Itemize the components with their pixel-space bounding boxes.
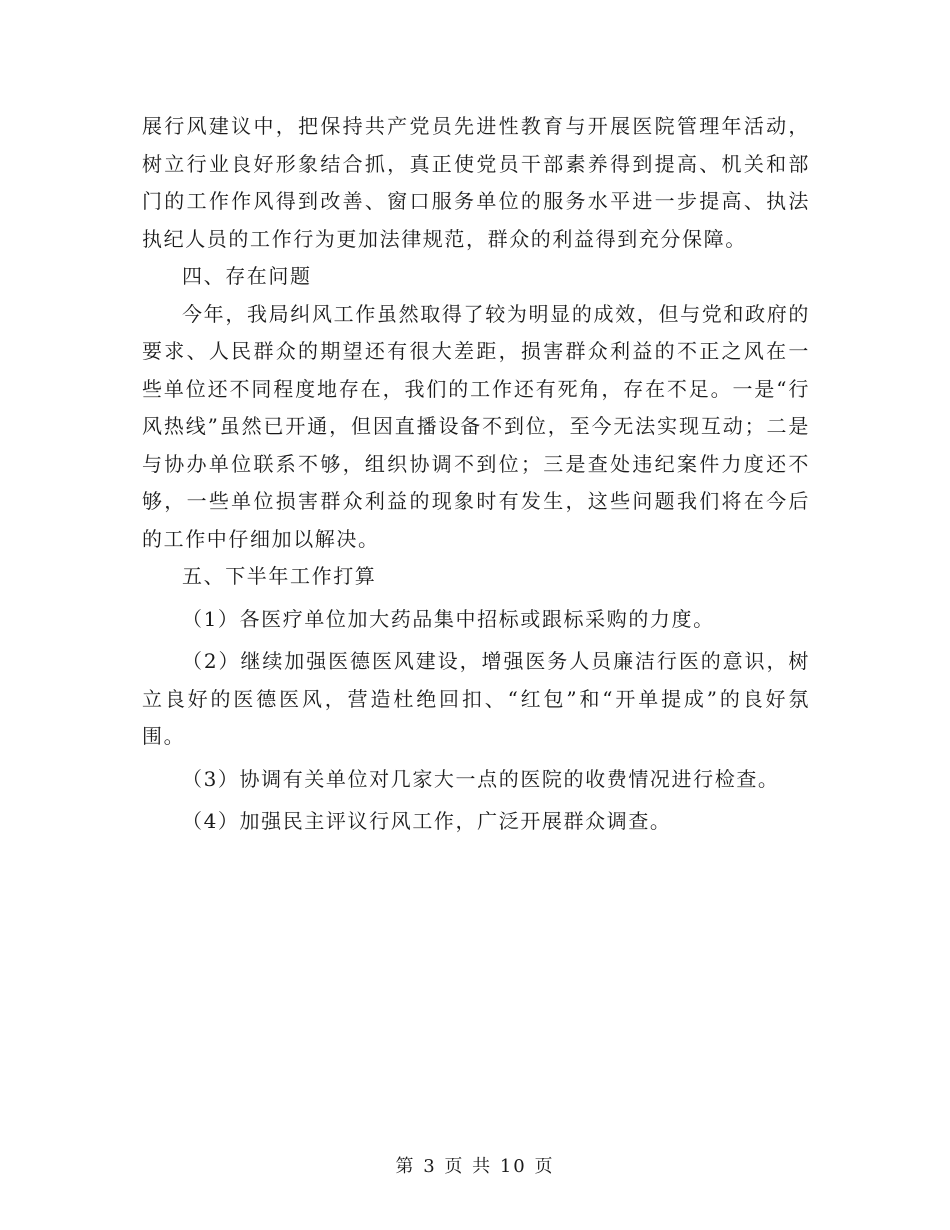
section-heading-plans: 五、下半年工作打算: [182, 564, 377, 588]
paragraph-problems: 今年，我局纠风工作虽然取得了较为明显的成效，但与党和政府的要求、人民群众的期望还有很大差距，损害群众利益的不正之风在一些单位还不同程度地存在，我们的工作还有死角，存在不足。一是“行风热线”虽然已开通，但因直播设备不到位，至今无法实现互动；二是与协办单位联系不够，组织协调不到位；三是查处违纪案件力度还不够，一些单位损害群众利益的现象时有发生，这些问题我们将在今后的工作中仔细加以解决。: [142, 301, 810, 551]
plan-item-3: （3）协调有关单位对几家大一点的医院的收费情况进行检查。: [182, 766, 780, 791]
plan-item-2: （2）继续加强医德医风建设，增强医务人员廉洁行医的意识，树立良好的医德医风，营造杜绝回扣、“红包”和“开单提成”的良好氛围。: [142, 649, 810, 748]
section-heading-problems: 四、存在问题: [182, 264, 312, 288]
page-number-footer: 第 3 页 共 10 页: [395, 1156, 555, 1177]
document-body: [142, 108, 810, 841]
plan-item-4: （4）加强民主评议行风工作，广泛开展群众调查。: [182, 809, 672, 833]
paragraph-continuation: 展行风建议中，把保持共产党员先进性教育与开展医院管理年活动，树立行业良好形象结合抓，真正使党员干部素养得到提高、机关和部门的工作作风得到改善、窗口服务单位的服务水平进一步提高、执法执纪人员的工作行为更加法律规范，群众的利益得到充分保障。: [142, 114, 810, 251]
plan-item-1: （1）各医疗单位加大药品集中招标或跟标采购的力度。: [182, 606, 715, 631]
